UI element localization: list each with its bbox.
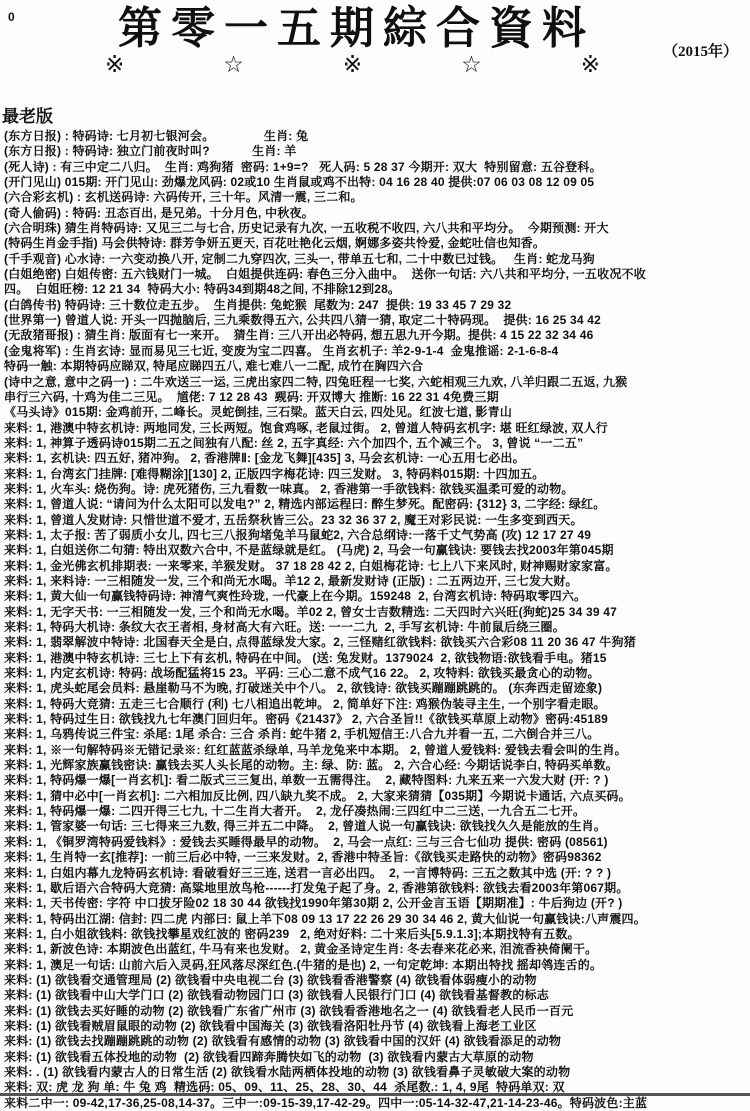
decorative-symbols-row: [105, 52, 600, 78]
text-line: 来料: . (1) 欲钱看内蒙古人的日常生活 (2) 欲钱看水陆两栖体投地的动物 (3) 欲钱看鼻子灵敏破大案的动物: [4, 1064, 571, 1079]
text-line: 来料: 1, 台湾玄门挂牌: [难得糊涂][130] 2, 正版四字梅花诗: 四三发财。 3, 特码料015期: 十四加五。: [4, 466, 545, 481]
text-line: (世界第一) 曾道人说: 开头一四抛脑后, 三九乘数得五六, 公共四八猜一猜, 取定二十特码现。 提供: 16 25 34 42: [4, 313, 602, 328]
text-line: 来料: 1, 翡翠解波中特诗: 北国春天全是白, 点得蓝绿发大家。2, 三怪赌红欲钱料: 欲钱买六合彩08 11 20 36 47 牛狗猪: [4, 635, 636, 650]
text-line: 来料: 双: 虎 龙 狗 单: 牛 兔 鸡 精选码: 05、09、11、25、28、30、44 杀尾数.: 1, 4, 9尾 特码单双: 双: [4, 1080, 565, 1095]
text-line: 来料: 1, 神算子透码诗015期二五之间独有八配: 丝 2, 五字真经: 六个加四个, 五个减三个。 3, 曾说 “一二五”: [4, 435, 584, 450]
text-line: (东方日报) : 特码诗: 七月初七银河会。 生肖: 兔: [4, 129, 309, 143]
text-line: 来料: 1, 新波色诗: 本期波色出蓝红, 牛马有来也发财。 2, 黄金圣诗定生肖: 冬去春来花必来, 泪流香袂倚阑干。: [4, 942, 598, 957]
text-line: 来料: 1, 猜中必中[一肖玄机]: 二六相加反比例, 四八缺九奖不成。 2, 大家来猜猜【035期】今期说卡通话, 六点买码。: [4, 788, 631, 803]
page-header: [0, 0, 750, 106]
text-line: 来料: 1, 特码大机诗: 条纹大衣王者相, 身材高大有六旺。送: 一一二九 2, 手写玄机诗: 牛前鼠后绕三圈。: [4, 620, 565, 634]
text-line: 来料: 1, 白小姐欲钱料: 欲钱找攀星戏红波的 密码239 2, 绝对好料: 二十来后头[5.9.1.3];本期找特有五数。: [4, 926, 580, 941]
text-line: (无敌猪哥报) : 猜生肖: 版面有七一来开。 猜生肖: 三八开出必特码, 想五思九开今期。提供: 4 15 22 32 34 46: [4, 328, 594, 343]
reference-mark-icon: ※: [342, 51, 363, 77]
text-line: (东方日报) : 特码诗: 独立门前夜时叫? 生肖: 羊: [4, 144, 297, 159]
text-line: 来料: 1, 白姐内幕九龙特码玄机诗: 看破看好三三连, 送君一言必出四。 2, 一言博特码: 三五之数其中选 (开: ? ? ): [4, 865, 612, 880]
text-line: 来料: 1, 港澳中特玄机诗: 三七上下有玄机, 特码在中间。 (送: 兔发财。1379024 2, 欲钱物语:欲钱看手电。猪15: [4, 650, 607, 665]
text-line: (千手观音) 心水诗: 一六变动换八开, 定制二九穿四次, 三头一, 带单五七和, 二十中数已过钱。 生肖: 蛇龙马狗: [4, 251, 595, 266]
page-title: 第零一五期綜合資料: [118, 4, 595, 53]
text-line: 来料: 1, 生肖特一玄[推荐]: 一前三后必中特, 一三来发财。2, 香港中特圣旨:《欲钱买走路快的动物》密码98362: [4, 850, 602, 865]
content-lines: [0, 129, 750, 1111]
text-line: 来料: 1, 虎头蛇尾会员料: 悬崖勒马不为晚, 打破迷关中个八。 2, 欲钱诗: 欲钱买蹦蹦跳跳的。 (东奔西走留迹象): [4, 681, 603, 696]
text-line: 来料: 1, 玄机诀: 四五好, 猪冲狗。 2, 香港牌Ⅱ: [金龙飞舞][435] 3, 马会玄机诗: 一心五用七必出。: [4, 451, 525, 466]
reference-mark-icon: ※: [580, 51, 600, 77]
text-line: 来料: 1, 来料诗: 一三相随发一发, 三个和尚无水喝。羊12 2, 最新发财诗 (正版) : 二五两边开, 三七发大财。: [4, 573, 578, 588]
edition-label: 最老版: [2, 107, 53, 126]
text-line: 来料: (1) 欲钱看中山大学门口 (2) 欲钱看动物园门口 (3) 欲钱看人民银行门口 (4) 欲钱看基督教的标志: [4, 988, 549, 1003]
text-line: (六合明珠) 猜生肖特码诗: 又见三二与七合, 历史记录有九次, 一五收税不收四, 六八共和平均分。 今期预测: 开大: [4, 221, 609, 236]
text-line: 来料: (1) 欲钱去买好睡的动物 (2) 欲钱看广东省广州市 (3) 欲钱看香港地名之一 (4) 欲钱看老人民币一百元: [4, 1003, 574, 1018]
text-line: 来料二中一: 09-42,17-36,25-08,14-37。三中一:09-15-39,17-42-29。四中一:05-14-32-47,21-14-23-46。特码波色:主蓝: [4, 1095, 648, 1110]
text-line: 来料: 1, ※一句解特码※无错记录※: 红红蓝蓝杀绿单, 马羊龙兔来中本期。 2, 曾道人爱钱料: 爱钱去看会叫的生肖。: [4, 742, 627, 757]
text-line: (金鬼将军) : 生肖玄诗: 显而易见三七近, 变废为宝二四喜。 生肖玄机子: 羊2-9-1-4 金鬼推谣: 2-1-6-8-4: [4, 343, 559, 358]
text-line: 来料: 1, 特码大竞猜: 五走三七合顺行 (利) 七八相追出乾坤。 2, 简单好下注: 鸡猴伪装寻主生, 一个别字看走眼。: [4, 696, 606, 711]
year-label: （2015年）: [662, 44, 738, 60]
text-line: 串行三六码, 十鸡为佳二三见。 馗佬: 7 12 28 43 觋码: 开双博大 推断: 16 22 31 4免费三期: [4, 389, 499, 404]
text-line: 来料: 1, 管家婆一句话: 三七得来三九数, 得三并五二中降。 2, 曾道人说一句赢钱诀: 欲钱找久久是能放的生肖。: [4, 819, 607, 834]
text-line: (诗中之意, 意中之码一) : 二牛欢送三一运, 三虎出家四二特, 四兔旺程一七奖, 六蛇相观三九欢, 八羊归跟二五返, 九猴: [4, 374, 628, 389]
text-line: 来料: 1, 特码爆一爆: 二四开得三七九, 十二生肖大者开。 2, 龙仔凑热闹:三四红中二三送, 一九合五二七开。: [4, 804, 586, 819]
text-line: 来料: 1, 黄大仙一句赢钱特码诗: 神清气爽性玲珑, 一代豪上在今期。159248 2, 台湾玄机诗: 特码取零四六。: [4, 589, 587, 604]
text-line: 来料: (1) 欲钱看交通管理局 (2) 欲钱看中央电视二台 (3) 欲钱看香港警察 (4) 欲钱看体弱瘦小的动物: [4, 972, 537, 987]
text-line: 来料: 1, 澳足一句话: 山前六后入灵码,狂风落尽深红色.(牛猪的是也) 2, 一句定乾坤: 本期出特找 摇却鸰连舌的。: [4, 957, 603, 972]
text-line: 来料: 1, 无字天书: 一三相随发一发, 三个和尚无水喝。羊02 2, 曾女士吉数精选: 二天四时六兴旺(狗蛇)25 34 39 47: [4, 604, 618, 619]
reference-mark-icon: ※: [105, 51, 125, 77]
star-icon: ☆: [223, 51, 244, 77]
text-line: 来料: 1, 港澳中特玄机诗: 两地同发, 三长两短。饱食鸡啄, 老鼠过街。 2, 曾道人特码玄机字: 堪 旺红绿波, 双人行: [4, 420, 608, 435]
text-line: 来料: 1, 天书传密: 字符 中口拔牙险02 18 30 44 欲钱找1990年第30期 2, 公开金言玉语【期期准】: 牛后狗边 (开? ): [4, 896, 623, 911]
text-line: (白姐绝密) 白姐传密: 五六钱财门一城。 白姐提供连码: 春色三分入曲中。 送你一句话: 六八共和平均分, 一五收况不收: [4, 267, 646, 282]
text-line: 来料: 1, 特码爆一爆[一肖玄机]: 看二版式三三复出, 单数一五需得注。 2, 藏特图料: 九来五来一六发大财 (开: ? ): [4, 773, 609, 788]
text-line: 来料: 1, 火车头: 烧伤狗。诗: 虎死猪伤, 三九看数一味真。 2, 香港第一手欲钱料: 欲钱买温柔可爱的动物。: [4, 481, 574, 496]
text-line: 来料: 1, 乌鸦传说三件宝: 杀尾: 1尾 杀合: 三合 杀肖: 蛇牛猪 2, 手机短信王:八合九并看一五, 二六倒合并三八。: [4, 727, 600, 742]
corner-mark: 0: [8, 10, 15, 24]
text-line: (死人诗) : 有三中定二八归。 生肖: 鸡狗猪 密码: 1+9=? 死人码: 5 28 37 今期开: 双大 特别留意: 五谷登科。: [4, 159, 602, 174]
text-line: 来料: 1, 内定玄机诗: 特码: 战场配猛将15 23。平码: 三心二意不成气16 22。 2, 攻特料: 欲钱买最贪心的动物。: [4, 666, 600, 681]
text-line: 来料: 1, 曾道人发财诗: 只惜世道不爱才, 五岳祭秋皆三公。23 32 36 37 2, 魔王对彩民说: 一生多变到西天。: [4, 512, 583, 527]
text-line: 来料: (1) 欲钱看五体投地的动物 (2) 欲钱看四蹄奔腾快如飞的动物 (3) 欲钱看内蒙古大草原的动物: [4, 1049, 534, 1064]
text-line: 来料: 1, 光辉家族赢钱密诀: 赢钱去买人头长尾的动物。主: 绿、防: 蓝。 2, 六合心经: 今期话说李白, 特码买单数。: [4, 758, 618, 773]
text-line: 来料: 1, 太子报: 苦了弱质小女儿, 四七三八报狗堵兔羊马鼠蛇2, 六合总纲诗:一落千丈气势高 (攻) 12 17 27 49: [4, 527, 592, 542]
text-line: (奇人偷码) : 特码: 丑态百出, 是兄弟。十分月色, 中秋夜。: [4, 205, 314, 220]
text-line: 来料: 1, 《铜罗湾特码爱钱料》: 爱钱去买睡得最早的动物。 2, 马会一点红: 三与三合七仙功 提供: 密码 (08561): [4, 834, 608, 849]
text-line: 来料: (1) 欲钱看贼眉鼠眼的动物 (2) 欲钱看中国海关 (3) 欲钱看洛阳牡丹节 (4) 欲钱看上海老工业区: [4, 1018, 537, 1033]
star-icon: ☆: [461, 51, 482, 77]
text-line: 四。 白姐旺榜: 12 21 34 特码大小: 特码34到期48之间, 不排除12到28。: [4, 282, 401, 297]
text-line: (白鸽传书) 特码诗: 三十数位走五步。 生肖提供: 兔蛇猴 尾数为: 247 提供: 19 33 45 7 29 32: [4, 297, 512, 312]
text-line: 来料: 1, 曾道人说: “请问为什么太阳可以发电?” 2, 精选内部运程曰: 醉生梦死。配密码: {312} 3, 二字经: 绿红。: [4, 497, 606, 512]
text-line: (开门见山) 015期: 开门见山: 劲爆龙风码: 02或10 生肖鼠或鸡不出特: 04 16 28 40 提供:07 06 03 08 12 09 05: [4, 175, 595, 190]
text-line: 来料: 1, 特码出江湖: 信封: 四二虎 内部曰: 鼠上羊下08 09 13 17 22 26 29 30 34 46 2, 黄大仙说一句赢钱诀:八声震四。: [4, 911, 646, 926]
text-line: 《马头诗》015期: 金鸡前开, 二峰长。灵蛇倒挂, 三石梁。蓝天白云, 四处见。红波七道, 影青山: [4, 405, 513, 420]
text-line: 来料: (1) 欲钱去找蹦蹦跳跳的动物 (2) 欲钱看有感情的动物 (3) 欲钱看中国的汉奸 (4) 欲钱看添足的动物: [4, 1034, 562, 1049]
text-line: 来料: 1, 特码过生日: 欲钱找九七年澳门回归年。密码《21437》 2, 六合圣旨!!《欲钱买草原上动物》密码:45189: [4, 712, 609, 727]
text-line: 来料: 1, 歇后语六合特码大竞猜: 高粱地里放鸟枪------打发兔子起了身。2, 香港第欲钱料: 欲钱去看2003年第067期。: [4, 880, 629, 895]
text-line: 特码一触: 本期特码应睇双, 特尾应睇四五八, 难七难八一二配, 成竹在胸四六合: [4, 359, 424, 374]
text-line: (特码生肖金手指) 马会供特诗: 群芳争妍五更天, 百花吐艳化云烟, 婀娜多姿共怜爱, 金蛇吐信也知香。: [4, 236, 546, 251]
text-line: 来料: 1, 金光佛玄机排期表: 一来零来, 羊猴发财。 37 18 28 42 2, 白姐梅花诗: 七上八下来风时, 财神赐财家家富。: [4, 558, 618, 573]
text-line: 来料: 1, 白姐送你二句猜: 特出双数六合中, 不是蓝绿就是红。 (马虎) 2, 马会一句赢钱诀: 要钱去找2003年第045期: [4, 543, 614, 558]
text-line: (六合彩玄机) : 玄机送码诗: 六码传开, 三十年。风清一震, 三二和。: [4, 190, 363, 205]
